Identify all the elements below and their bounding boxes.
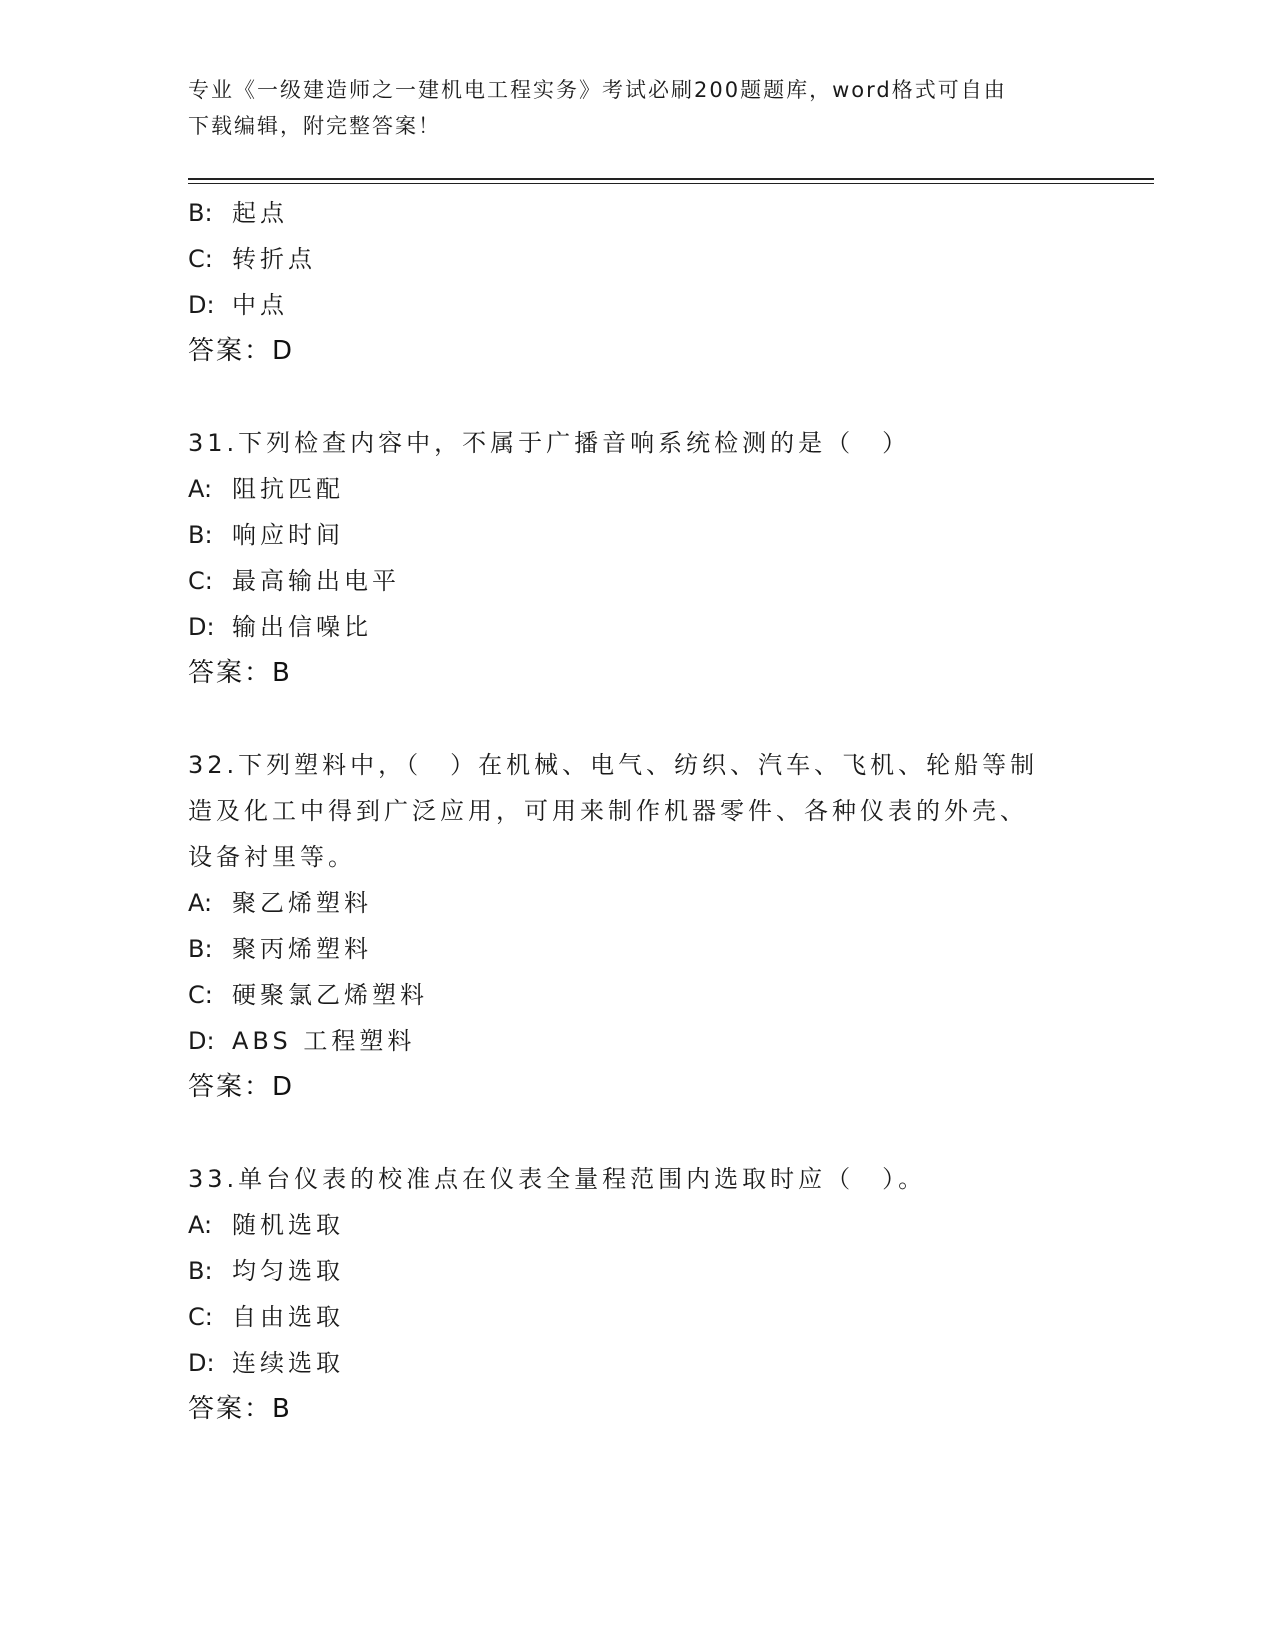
- spacer: [188, 696, 1088, 742]
- spacer: [188, 374, 1088, 420]
- question-text: 33.单台仪表的校准点在仪表全量程范围内选取时应（ ）。: [188, 1165, 927, 1193]
- option-c: C: 转折点: [188, 245, 316, 273]
- answer-line: 答案：B: [188, 658, 292, 688]
- question-text-line-2: 造及化工中得到广泛应用，可用来制作机器零件、各种仪表的外壳、: [188, 797, 1028, 825]
- option-c: C: 自由选取: [188, 1303, 344, 1331]
- option-c: C: 最高输出电平: [188, 567, 400, 595]
- option-b: B: 均匀选取: [188, 1257, 344, 1285]
- question-content: [188, 190, 1088, 1432]
- option-b: B: 聚丙烯塑料: [188, 935, 372, 963]
- question-32: [188, 742, 1088, 1110]
- question-33: [188, 1156, 1088, 1432]
- option-c: C: 硬聚氯乙烯塑料: [188, 981, 428, 1009]
- option-d: D: 连续选取: [188, 1349, 344, 1377]
- option-a: A: 随机选取: [188, 1211, 344, 1239]
- answer-line: 答案：B: [188, 1394, 292, 1424]
- option-a: A: 聚乙烯塑料: [188, 889, 372, 917]
- header-line-2: 下载编辑，附完整答案！: [188, 114, 441, 138]
- document-header: [188, 72, 1088, 144]
- prev-question-block: [188, 190, 1088, 374]
- option-a: A: 阻抗匹配: [188, 475, 344, 503]
- question-text: 31.下列检查内容中，不属于广播音响系统检测的是（ ）: [188, 429, 911, 457]
- option-b: B: 响应时间: [188, 521, 344, 549]
- option-b: B: 起点: [188, 199, 288, 227]
- option-d: D: 输出信噪比: [188, 613, 372, 641]
- answer-line: 答案：D: [188, 1072, 295, 1102]
- header-line-1: 专业《一级建造师之一建机电工程实务》考试必刷200题题库，word格式可自由: [188, 78, 1007, 102]
- option-d: D: ABS 工程塑料: [188, 1027, 416, 1055]
- answer-line: 答案：D: [188, 336, 295, 366]
- option-d: D: 中点: [188, 291, 288, 319]
- header-divider-thick: [188, 178, 1154, 180]
- spacer: [188, 1110, 1088, 1156]
- question-text-line-1: 32.下列塑料中，（ ）在机械、电气、纺织、汽车、飞机、轮船等制: [188, 751, 1039, 779]
- question-31: [188, 420, 1088, 696]
- question-text-line-3: 设备衬里等。: [188, 843, 356, 871]
- header-divider-thin: [188, 183, 1154, 184]
